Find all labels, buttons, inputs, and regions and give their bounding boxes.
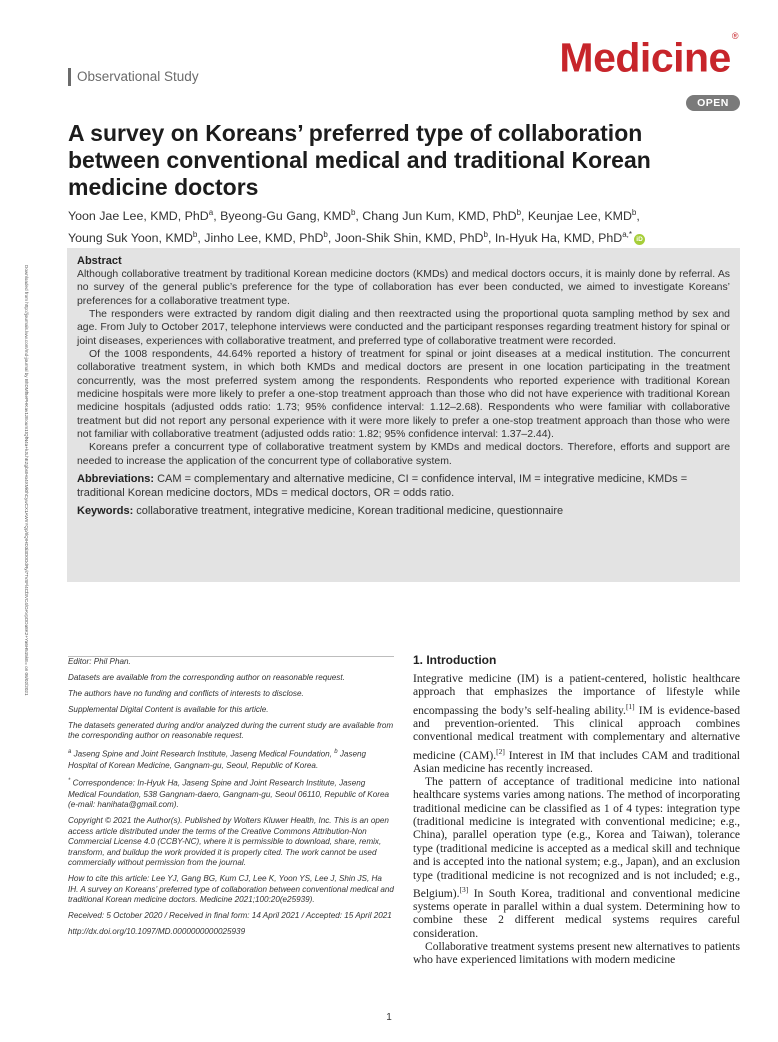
abbreviations bbox=[77, 472, 730, 500]
abstract-paragraph: The responders were extracted by random digit dialing and then reextracted using the proportional quota sampling method by sex and age. From July to October 2017, telephone interviews were conducted and the participant responses regarding treatment history for spinal or joint diseases, experiences with collaborative treatment, and preferred type of collaborative treatment were recorded. bbox=[77, 309, 730, 347]
abstract-paragraph: Koreans prefer a concurrent type of collaborative treatment system by KMDs and medical doctors. Therefore, efforts and support are needed to increase the application of the concurrent type of collaborative system. bbox=[77, 442, 730, 467]
abbreviations-text: CAM = complementary and alternative medicine, CI = confidence interval, IM = integrative medicine, KMDs = traditional Korean medicine doctors, MDs = medical doctors, OR = odds ratio. bbox=[77, 473, 688, 500]
registered-mark: ® bbox=[731, 31, 738, 41]
body-paragraph: Integrative medicine (IM) is a patient-centered, holistic healthcare approach that emphasizes the importance of lifestyle while encompassing the body’s self-healing ability.[1] IM is evidence-based and prevention-oriented. This clinical approach combines conventional medical treatment with complementary and alternative medicine (CAM).[2] Interest in IM that includes CAM and traditional Asian medicine has recently increased. bbox=[413, 673, 741, 775]
journal-logo-text: Medicine bbox=[559, 34, 731, 81]
abstract-paragraph: Of the 1008 respondents, 44.64% reported a history of treatment for spinal or joint diseases at a medical institution. The concurrent collaborative treatment system, in which both KMDs and medical doctors are present in one location participating in the treatment concurrently, was the most preferred system among the respondents. Respondents who reported experience with traditional Korean medicine hospitals were more likely to prefer a one-stop treatment approach than those who did not have experience with traditional Korean medicine hospitals (adjusted odds ratio: 1.73; 95% confidence interval: 1.12–2.68). Respondents who were familiar with collaborative treatment but did not report any personal experience with it were more likely to prefer a one-stop treatment approach than those who were not familiar with collaborative treatment (adjusted odds ratio: 1.82; 95% confidence interval: 1.37–2.44). bbox=[77, 349, 730, 441]
body-paragraph: Collaborative treatment systems present new alternatives to patients who have experienced limitations with modern medicine bbox=[413, 941, 740, 967]
abstract-heading: Abstract bbox=[77, 255, 122, 267]
copyright-note: Copyright © 2021 the Author(s). Published by Wolters Kluwer Health, Inc. This is an open access article distributed under the terms of the Creative Commons Attribution-Non Commercial License 4.0 (CCBY-NC), where it is permissible to download, share, remix, transform, and buildup the work provided it is properly cited. The work cannot be used commercially without permission from the journal. bbox=[68, 816, 389, 868]
author-line-1: Yoon Jae Lee, KMD, PhD$^a$, Byeong-Gu Gang, KMD$^b$, Chang Jun Kum, KMD, PhD$^b$, Keunjae Lee, KMD$^b$, bbox=[68, 208, 640, 224]
author-list bbox=[68, 204, 728, 247]
download-watermark bbox=[20, 265, 30, 775]
citation-note: How to cite this article: Lee YJ, Gang BG, Kum CJ, Lee K, Yoon YS, Lee J, Shin JS, Ha IH. A survey on Koreans’ preferred type of collaboration between conventional medical and traditional Korean medicine doctors. Medicine 2021;100:20(e25939). bbox=[68, 874, 394, 905]
body-paragraph: The pattern of acceptance of traditional medicine into national healthcare systems varies among nations. The method of incorporating traditional medicine can be classified as 1 of 4 types: integration type (traditional medicine is integrated with conventional medicine; e.g., China), parallel operation type (e.g., Korea and Taiwan), tolerance type (traditional medicine is accepted as a medical skill and technique and is accepted into the national system; e.g., Japan), and an exclusion type (traditional medicine is not recognized and is not included; e.g., Belgium).[3] In South Korea, traditional and conventional medicine systems operate in parallel within a dual system. Determining how to combine these 2 different medical systems requires careful consideration. bbox=[413, 776, 740, 940]
keywords bbox=[77, 504, 730, 518]
keywords-text: collaborative treatment, integrative medicine, Korean traditional medicine, questionnaire bbox=[133, 505, 564, 518]
supplemental-note: Supplemental Digital Content is available for this article. bbox=[68, 704, 269, 714]
article-footnotes bbox=[68, 656, 394, 943]
page-number: 1 bbox=[386, 1012, 392, 1023]
abbreviations-label: Abbreviations: bbox=[77, 473, 155, 486]
correspondence: * Correspondence: In-Hyuk Ha, Jaseng Spine and Joint Research Institute, Jaseng Medical Foundation, 538 Gangnam-daero, Gangnam-gu, Seoul 06110, Republic of Korea (e-mail: hanihata@gmail.com). bbox=[68, 778, 389, 810]
funding-note: The authors have no funding and conflicts of interests to disclose. bbox=[68, 688, 304, 698]
dates-note: Received: 5 October 2020 / Received in final form: 14 April 2021 / Accepted: 15 April 2021 bbox=[68, 911, 392, 921]
editor-note: Editor: Phil Phan. bbox=[68, 657, 131, 666]
journal-logo[interactable] bbox=[559, 30, 738, 82]
orcid-icon[interactable]: iD bbox=[634, 234, 645, 245]
author-line-2-text: Young Suk Yoon, KMD$^b$, Jinho Lee, KMD, PhD$^b$, Joon-Shik Shin, KMD, PhD$^b$, In-Hyuk Ha, KMD, PhD$^{a,*}$ bbox=[68, 229, 633, 245]
open-access-badge: OPEN bbox=[686, 95, 740, 111]
introduction-heading: 1. Introduction bbox=[413, 653, 497, 667]
keywords-label: Keywords: bbox=[77, 505, 134, 518]
data-availability-note: Datasets are available from the corresponding author on reasonable request. bbox=[68, 672, 345, 682]
introduction-section bbox=[413, 652, 740, 968]
abstract-paragraph: Although collaborative treatment by traditional Korean medicine doctors (KMDs) and medical doctors occurs, it is mainly done by referral. As no survey of the general public’s preference for the type of collaboration has ever been conducted, we aimed to investigate Koreans’ preferences for a collaborative treatment type. bbox=[77, 269, 730, 307]
affiliations: $^a$ Jaseng Spine and Joint Research Institute, Jaseng Medical Foundation, $^b$ Jaseng Hospital of Korean Medicine, Gangnam-gu, Seoul, Republic of Korea. bbox=[68, 749, 367, 770]
doi-link[interactable]: http://dx.doi.org/10.1097/MD.0000000000025939 bbox=[68, 927, 246, 937]
datasets-note: The datasets generated during and/or analyzed during the current study are available from the corresponding author on reasonable request. bbox=[68, 720, 394, 741]
download-watermark-text: Downloaded from http://journals.lww.com/md-journal by BhDMf5ePHKav1zEoum1tQfN4a+kJLhEZgbsIHo4XMi0hCywCX1AWnYQp/IlQrHD3i3D0OdRyi7TvSFl4Cf3VC4/OAVpDDa8K2+Ya6H515kE= on 06/02/2021 bbox=[24, 265, 29, 696]
article-type-label: Observational Study bbox=[68, 68, 199, 86]
article-title: A survey on Koreans’ preferred type of collaboration between conventional medical and traditional Korean medicine doctors bbox=[68, 120, 651, 200]
author-line-2 bbox=[68, 226, 728, 248]
abstract-box bbox=[67, 248, 740, 582]
